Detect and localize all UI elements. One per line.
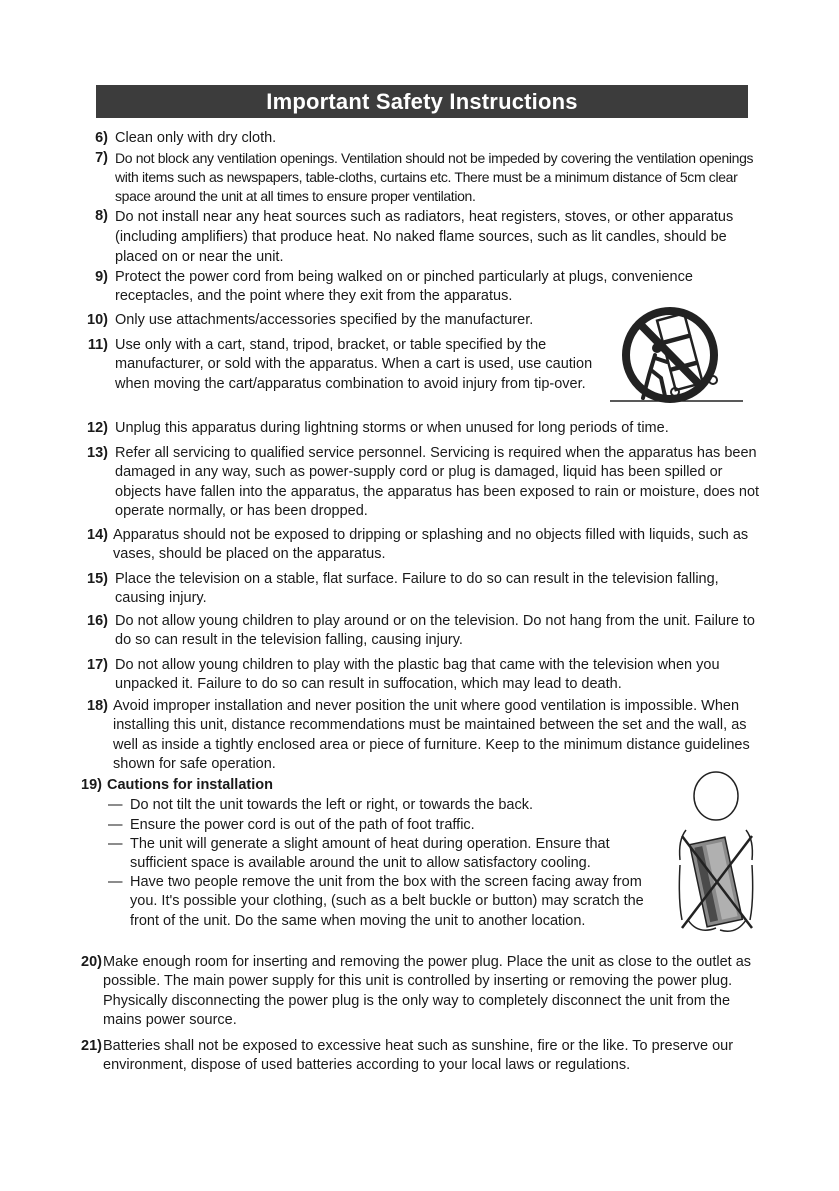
item-text: Make enough room for inserting and removing the power plug. Place the unit as close to the outlet as possible. The main power supply for this unit is controlled by inserting or removing the power plug. Physically disconnecting the power plug is the only way to completely disconnect the unit from the mains power source. xyxy=(103,954,752,1028)
item-number: 17) xyxy=(87,657,108,673)
item-number: 10) xyxy=(87,312,108,328)
dash-bullet: — xyxy=(108,836,123,852)
caution-item xyxy=(108,873,668,951)
instruction-6 xyxy=(78,129,758,149)
instruction-20 xyxy=(72,953,772,1031)
item-number: 8) xyxy=(95,208,108,224)
caution-text: The unit will generate a slight amount of heat during operation. Ensure that sufficient space is available around the unit to allow satisfactory cooling. xyxy=(130,836,610,872)
item-text: Only use attachments/accessories specified by the manufacturer. xyxy=(115,312,534,328)
item-number: 20) xyxy=(81,954,102,970)
item-text: Refer all servicing to qualified service personnel. Servicing is required when the apparatus has been damaged in any way, such as power-supply cord or plug is damaged, liquid has been spilled or objects have fallen into the apparatus, the apparatus has been exposed to rain or moisture, does not operate normally, or has been dropped. xyxy=(115,445,760,519)
item-number: 13) xyxy=(87,445,108,461)
item-number: 9) xyxy=(95,269,108,285)
dash-bullet: — xyxy=(108,817,123,833)
item-number: 18) xyxy=(87,698,108,714)
item-text: Do not install near any heat sources such as radiators, heat registers, stoves, or other apparatus (including amplifiers) that produce heat. No naked flame sources, such as lit candles, should be placed on or near the unit. xyxy=(115,209,734,265)
item-text: Unplug this apparatus during lightning storms or when unused for long periods of time. xyxy=(115,420,669,436)
caution-text: Have two people remove the unit from the box with the screen facing away from you. It's possible your clothing, (such as a belt buckle or button) may scratch the front of the unit. Do the same when moving the unit to another location. xyxy=(130,874,644,929)
cart-tip-over-warning-icon xyxy=(605,300,747,404)
instruction-14 xyxy=(78,526,768,566)
person-carrying-tv-warning-icon xyxy=(668,770,760,945)
item-text: Clean only with dry cloth. xyxy=(115,130,277,146)
item-text: Batteries shall not be exposed to excessive heat such as sunshine, fire or the like. To preserve our environment, dispose of used batteries according to your local laws or regulations. xyxy=(103,1038,734,1074)
item-number: 14) xyxy=(87,527,108,543)
instruction-8 xyxy=(78,207,758,267)
dash-bullet: — xyxy=(108,797,123,813)
item-number: 7) xyxy=(95,150,108,166)
page-title: Important Safety Instructions xyxy=(96,85,748,118)
instruction-10 xyxy=(78,311,598,331)
caution-item xyxy=(108,835,668,875)
instruction-15 xyxy=(78,570,768,610)
instruction-19 xyxy=(72,776,472,796)
caution-item xyxy=(108,816,668,836)
item-text: Apparatus should not be exposed to dripping or splashing and no objects filled with liquids, such as vases, should be placed on the apparatus. xyxy=(113,527,749,563)
item-number: 11) xyxy=(87,337,108,353)
caution-text: Ensure the power cord is out of the path of foot traffic. xyxy=(130,817,475,833)
item-number: 15) xyxy=(87,571,108,587)
item-number: 16) xyxy=(87,613,108,629)
dash-bullet: — xyxy=(108,874,123,890)
instruction-18 xyxy=(78,697,768,775)
instruction-16 xyxy=(78,612,768,652)
item-number: 6) xyxy=(95,130,108,146)
item-text: Do not block any ventilation openings. Ventilation should not be impeded by covering the ventilation openings with items such as newspapers, table-cloths, curtains etc. There must be a minimum distance of 5cm clear space around the unit at all times to ensure proper ventilation. xyxy=(115,150,754,204)
item-text: Protect the power cord from being walked on or pinched particularly at plugs, convenience receptacles, and the point where they exit from the apparatus. xyxy=(115,269,693,305)
item-number: 19) xyxy=(81,777,102,793)
instruction-21 xyxy=(72,1037,782,1077)
instruction-13 xyxy=(78,444,768,522)
item-text: Do not allow young children to play with the plastic bag that came with the television when you unpacked it. Failure to do so can result in suffocation, which may lead to death. xyxy=(115,657,720,693)
instruction-17 xyxy=(78,656,768,696)
item-text: Place the television on a stable, flat surface. Failure to do so can result in the television falling, causing injury. xyxy=(115,571,719,607)
item-text: Use only with a cart, stand, tripod, bracket, or table specified by the manufacturer, or sold with the apparatus. When a cart is used, use caution when moving the cart/apparatus combination to avoid injury from tip-over. xyxy=(115,337,593,392)
item-text: Avoid improper installation and never position the unit where good ventilation is impossible. When installing this unit, distance recommendations must be maintained between the set and the wall, as well as inside a tightly enclosed area or piece of furniture. Keep to the minimum distance guidelines shown for safe operation. xyxy=(113,698,750,772)
instruction-7 xyxy=(78,149,758,207)
instruction-12 xyxy=(78,419,758,439)
cautions-heading: Cautions for installation xyxy=(107,777,273,793)
item-number: 12) xyxy=(87,420,108,436)
instruction-11 xyxy=(78,336,603,416)
caution-text: Do not tilt the unit towards the left or right, or towards the back. xyxy=(130,797,533,813)
item-text: Do not allow young children to play around or on the television. Do not hang from the unit. Failure to do so can result in the television falling, causing injury. xyxy=(115,613,755,649)
caution-item xyxy=(108,796,668,816)
item-number: 21) xyxy=(81,1038,102,1054)
